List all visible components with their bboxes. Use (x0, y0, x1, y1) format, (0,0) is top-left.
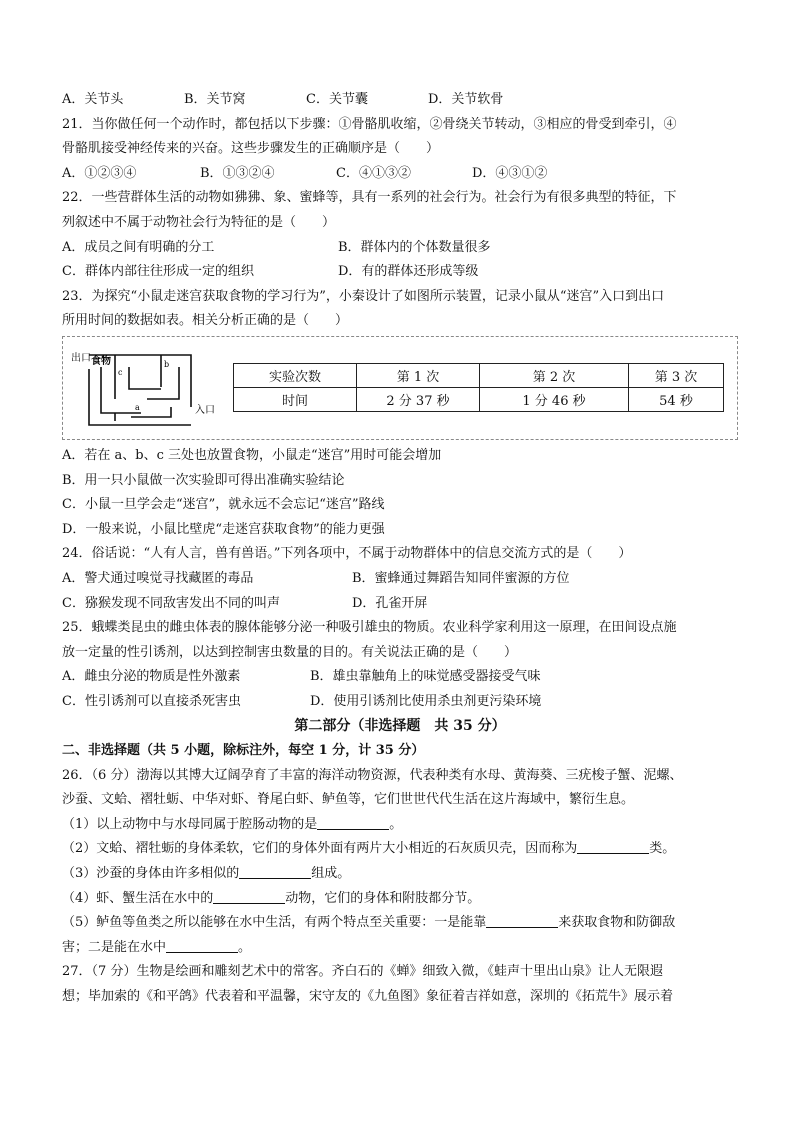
q24-stem-line1: 24．俗话说：“人有人言，兽有兽语。”下列各项中，不属于动物群体中的信息交流方式的是（ ） (62, 546, 632, 562)
q26-stem-line2: 沙蚕、文蛤、褶牡蛎、中华对虾、脊尾白虾、鲈鱼等，它们世世代代生活在这片海域中，繁衍生息。 (62, 792, 635, 808)
q23-stem-line1: 23．为探究“小鼠走迷宫获取食物的学习行为”，小秦设计了如图所示装置，记录小鼠从“迷宫”入口到出口 (62, 288, 665, 304)
q23-stem-line2: 所用时间的数据如表。相关分析正确的是（ ） (62, 313, 349, 329)
q22-option-b: B．群体内的个体数量很多 (338, 239, 491, 255)
table-cell: 54 秒 (629, 387, 724, 411)
maze-label-c: c (118, 367, 123, 377)
q23-option-a: A．若在 a、b、c 三处也放置食物，小鼠走“迷宫”用时可能会增加 (62, 447, 442, 463)
q26-sub4-text: （4）虾、蟹生活在水中的 (62, 890, 214, 906)
q26-sub4-end: 动物，它们的身体和附肢都分节。 (285, 890, 481, 906)
q26-sub5-text: （5）鲈鱼等鱼类之所以能够在水中生活，有两个特点至关重要：一是能靠 (62, 915, 487, 931)
q22-options-row2 (62, 260, 738, 285)
answer-blank[interactable] (317, 815, 389, 830)
q26-sub2-end: 类。 (649, 841, 676, 857)
q27-stem-line1: 27．（7 分）生物是绘画和雕刻艺术中的常客。齐白石的《蝉》细致入微，《蛙声十里出山泉》让人无限遐 (62, 964, 663, 980)
table-cell: 第 1 次 (357, 363, 480, 387)
q25-stem-line1: 25．蛾蝶类昆虫的雌虫体表的腺体能够分泌一种吸引雄虫的物质。农业科学家利用这一原理，在田间设点施 (62, 620, 677, 636)
q26-sub1-end: 。 (389, 816, 403, 832)
table-row (234, 363, 724, 387)
q21-options (62, 162, 738, 187)
q26-sub2 (62, 837, 738, 862)
q22-stem-line1: 22．一些营群体生活的动物如狒狒、象、蜜蜂等，具有一系列的社会行为。社会行为有很多典型的特征，下 (62, 190, 677, 206)
answer-blank[interactable] (239, 864, 311, 879)
q21-option-b: B．①③②④ (200, 165, 275, 181)
exam-page (62, 88, 738, 1010)
q22-option-a: A．成员之间有明确的分工 (62, 239, 215, 255)
table-cell: 第 3 次 (629, 363, 724, 387)
q27-stem-line2: 想；毕加索的《和平鸽》代表着和平温馨，宋守友的《九鱼图》象征着吉祥如意，深圳的《拓荒牛》展示着 (62, 989, 674, 1004)
q24-option-d: D．孔雀开屏 (352, 595, 428, 611)
q26-sub5-mid: 来获取食物和防御敌 (558, 915, 676, 931)
q20-option-b: B．关节窝 (184, 92, 246, 107)
q26-sub3-text: （3）沙蚕的身体由许多相似的 (62, 866, 240, 882)
q20-options (62, 88, 738, 113)
q22-options-row1 (62, 236, 738, 261)
table-cell: 实验次数 (234, 363, 357, 387)
q23-option-b: B．用一只小鼠做一次实验即可得出准确实验结论 (62, 472, 345, 488)
maze-label-b: b (164, 359, 170, 369)
q24-options-row2 (62, 592, 738, 617)
q24-option-b: B．蜜蜂通过舞蹈告知同伴蜜源的方位 (352, 570, 570, 586)
part2-title: 第二部分（非选择题 共 35 分） (294, 718, 506, 735)
q20-option-d: D．关节软骨 (428, 92, 504, 107)
section2-title: 二、非选择题（共 5 小题，除标注外，每空 1 分，计 35 分） (62, 743, 425, 759)
q26-sub4 (62, 887, 738, 912)
q26-sub3-end: 组成。 (311, 866, 351, 882)
answer-blank[interactable] (166, 938, 238, 953)
q23-option-c: C．小鼠一旦学会走“迷宫”，就永远不会忘记“迷宫”路线 (62, 497, 385, 513)
q21-option-a: A．①②③④ (62, 165, 137, 181)
q26-sub5-line1 (62, 911, 738, 936)
q26-stem-line1: 26．（6 分）渤海以其博大辽阔孕育了丰富的海洋动物资源，代表种类有水母、黄海葵、三疣梭子蟹、泥螺、 (62, 767, 683, 783)
maze-entrance-label: 入口 (195, 404, 215, 416)
q24-option-a: A．警犬通过嗅觉寻找藏匿的毒品 (62, 570, 254, 586)
q20-option-c: C．关节囊 (306, 92, 368, 107)
q26-sub1-text: （1）以上动物中与水母同属于腔肠动物的是 (62, 816, 318, 832)
q21-option-c: C．④①③② (336, 165, 411, 181)
q21-stem-line2: 骨骼肌接受神经传来的兴奋。这些步骤发生的正确顺序是（ ） (62, 141, 440, 157)
q25-option-d: D．使用引诱剂比使用杀虫剂更污染环境 (310, 693, 542, 709)
table-cell: 2 分 37 秒 (357, 387, 480, 411)
maze-exit-label: 出口 (71, 352, 91, 364)
q25-option-b: B．雄虫靠触角上的味觉感受器接受气味 (310, 669, 541, 685)
answer-blank[interactable] (213, 889, 285, 904)
q24-options-row1 (62, 567, 738, 592)
q25-option-a: A．雌虫分泌的物质是性外激素 (62, 669, 241, 685)
q26-sub1 (62, 813, 738, 838)
table-cell: 1 分 46 秒 (480, 387, 629, 411)
maze-diagram (71, 347, 219, 433)
q26-sub2-text: （2）文蛤、褶牡蛎的身体柔软，它们的身体外面有两片大小相近的石灰质贝壳，因而称为 (62, 841, 578, 857)
q22-stem-line2: 列叙述中不属于动物社会行为特征的是（ ） (62, 214, 336, 230)
table-cell: 第 2 次 (480, 363, 629, 387)
q25-stem-line2: 放一定量的性引诱剂，以达到控制害虫数量的目的。有关说法正确的是（ ） (62, 644, 518, 660)
q21-stem-line1: 21．当你做任何一个动作时，都包括以下步骤：①骨骼肌收缩，②骨绕关节转动，③相应的骨受到牵引，④ (62, 116, 677, 132)
q26-sub3 (62, 862, 738, 887)
q21-option-d: D．④③①② (472, 165, 548, 181)
q24-option-c: C．猕猴发现不同敌害发出不同的叫声 (62, 595, 280, 611)
maze-food-label: 食物 (91, 355, 111, 367)
table-cell: 时间 (234, 387, 357, 411)
q23-option-d: D．一般来说，小鼠比壁虎“走迷宫获取食物”的能力更强 (62, 521, 385, 537)
q22-option-d: D．有的群体还形成等级 (338, 264, 479, 280)
table-row (234, 387, 724, 411)
q26-sub5-text2: 害；二是能在水中 (62, 939, 167, 955)
q26-sub5-line2 (62, 936, 738, 961)
answer-blank[interactable] (577, 839, 649, 854)
q25-option-c: C．性引诱剂可以直接杀死害虫 (62, 693, 241, 709)
q20-option-a: A．关节头 (62, 92, 124, 107)
q22-option-c: C．群体内部往往形成一定的组织 (62, 264, 254, 280)
maze-label-a: a (135, 402, 140, 412)
q26-sub5-end: 。 (238, 939, 252, 955)
q25-options-row2 (62, 690, 738, 715)
answer-blank[interactable] (486, 913, 558, 928)
q25-options-row1 (62, 665, 738, 690)
q23-figure (62, 336, 738, 440)
q23-data-table (233, 363, 724, 412)
